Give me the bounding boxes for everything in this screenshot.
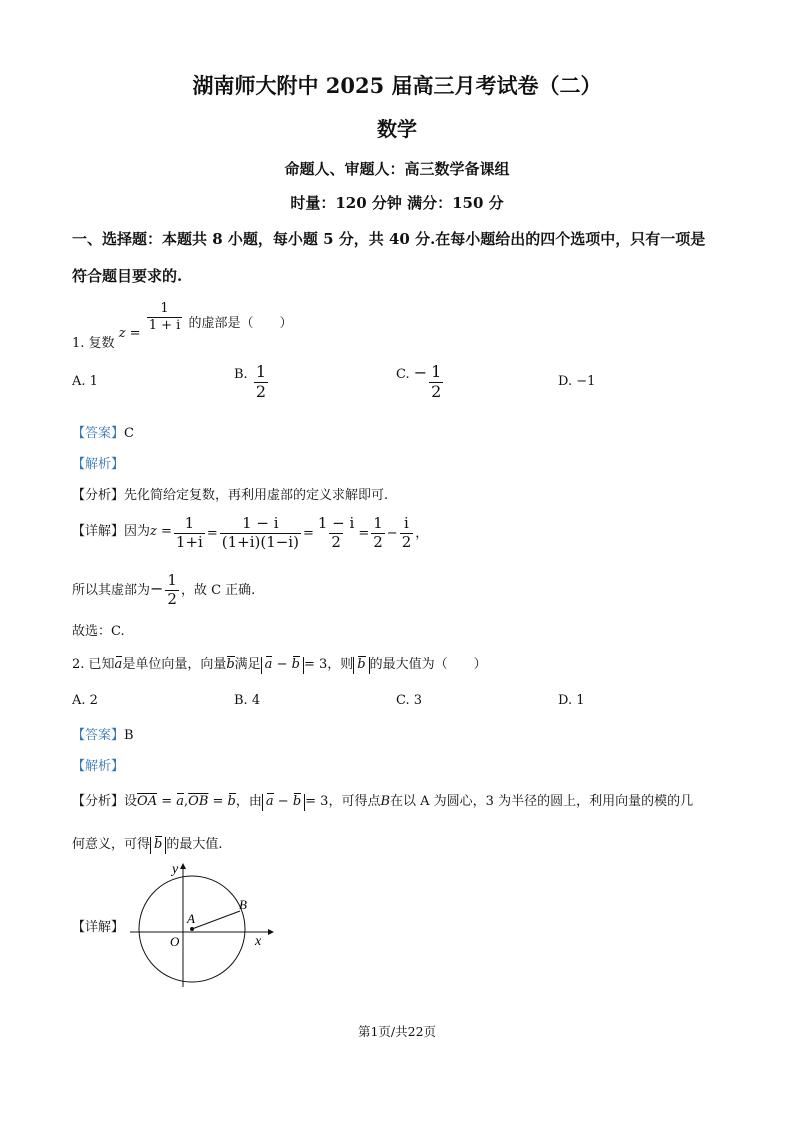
segment-ab — [192, 911, 240, 929]
question-2-stem: 2. 已知a是单位向量，向量b满足 a − b = 3，则 b 的最大值为（ ） — [72, 657, 487, 672]
exam-title: 湖南师大附中 2025 届高三月考试卷（二） — [192, 73, 602, 98]
time-info: 时量：120 分钟 满分：150 分 — [290, 194, 504, 212]
q1-answer: 【答案】C — [72, 426, 134, 441]
fraction-1-over-1-plus-i: $\frac{1}{1 + i}$ — [148, 301, 181, 333]
label-x: x — [255, 934, 262, 949]
page-number: 第1页/共22页 — [357, 1024, 437, 1039]
q1-analysis-tag: 【解析】 — [72, 457, 125, 472]
circle-vector-figure — [120, 855, 280, 995]
q2-analysis-tag: 【解析】 — [72, 759, 125, 774]
y-axis-arrow — [180, 863, 186, 869]
label-b: B — [239, 897, 247, 912]
option-1b: B. $\frac{1}{2}$ — [234, 362, 267, 401]
q2-fenxi-line1: 【分析】设$\overline{OA} = a,\overline{OB} = b$，由 a − b = 3，可得点B在以 A 为圆心，3 为半径的圆上，利用向量的模的几 — [72, 794, 694, 809]
x-axis-arrow — [268, 929, 274, 935]
label-y: y — [172, 862, 179, 877]
option-2b: B. 4 — [234, 693, 261, 708]
label-a: A — [187, 911, 195, 926]
q1-choose: 故选：C. — [72, 624, 125, 639]
option-1d: D. −1 — [558, 374, 596, 389]
q2-answer: 【答案】B — [72, 728, 134, 743]
option-2d: D. 1 — [558, 693, 585, 708]
option-1c: C. − $\frac{1}{2}$ — [396, 362, 442, 401]
point-a — [190, 927, 194, 931]
section1-heading-line1: 一、选择题：本题共 8 小题，每小题 5 分，共 40 分.在每小题给出的四个选项中，只有一项是 — [72, 230, 706, 248]
option-2c: C. 3 — [396, 693, 423, 708]
q2-fenxi-line2: 何意义，可得 b 的最大值. — [72, 837, 223, 852]
q1-fenxi: 【分析】先化简给定复数，再利用虚部的定义求解即可. — [72, 488, 389, 503]
section1-heading-line2: 符合题目要求的. — [72, 267, 183, 285]
question-1-stem — [72, 300, 293, 351]
subject-heading: 数学 — [377, 117, 417, 141]
q2-detail-tag: 【详解】 — [72, 920, 125, 935]
z-symbol: z = — [118, 325, 141, 341]
question-1-suffix: 的虚部是（ ） — [188, 315, 293, 331]
question-1-number: 1. 复数 — [72, 335, 115, 351]
authors-line: 命题人、审题人：高三数学备课组 — [284, 160, 510, 178]
label-o: O — [170, 934, 180, 949]
option-1a: A. 1 — [72, 374, 98, 389]
q1-conclusion: 所以其虚部为− $\frac{1}{2}$ ，故 C 正确. — [72, 571, 256, 608]
option-2a: A. 2 — [72, 693, 98, 708]
q1-detail: 【详解】因为z = $\frac{1}{1+i}$ = $\frac{1 - i}{(1+i)(1-i)}$ = $\frac{1 - i}{2}$ = $\frac{1}{2}$ − $\frac{i}{2}$ ， — [72, 514, 429, 551]
